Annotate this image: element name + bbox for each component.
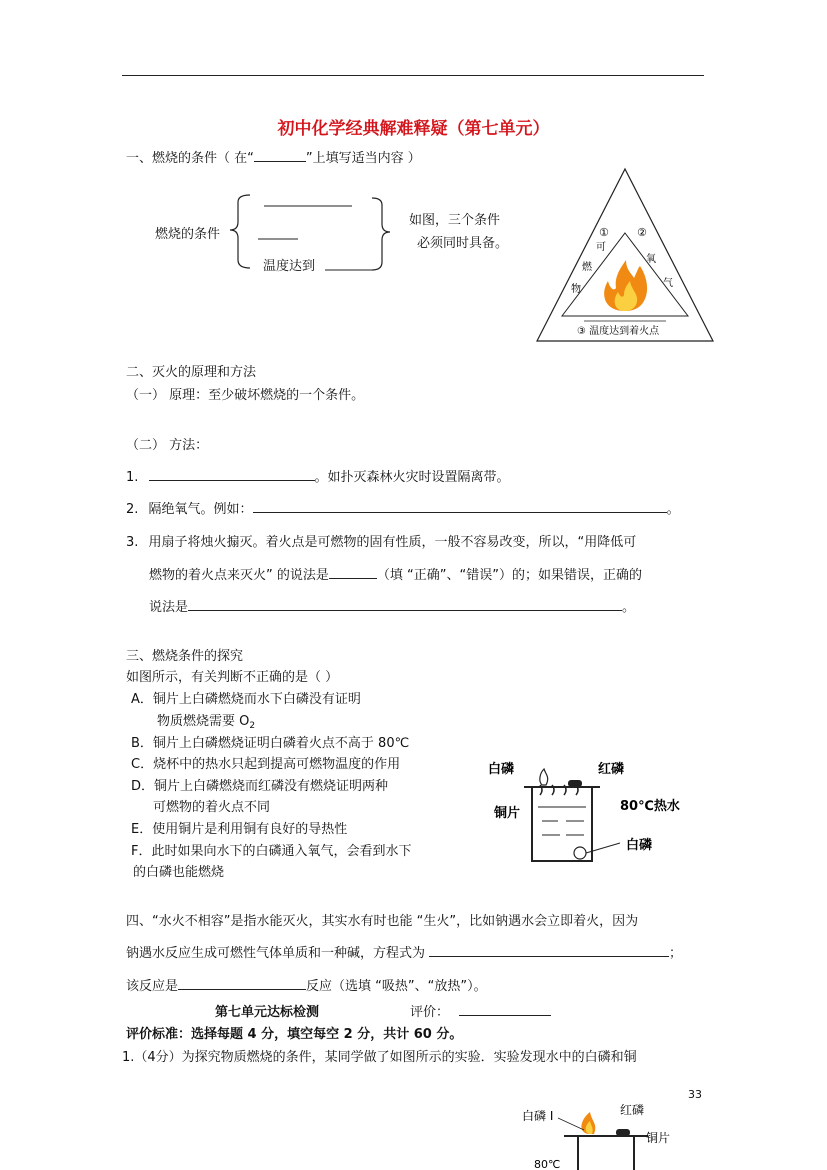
blank bbox=[188, 596, 622, 611]
method-3-line2: 燃物的着火点来灭火” 的说法是 （填 “正确”、“错误”）的；如果错误，正确的 bbox=[149, 564, 642, 583]
section1-heading: 一、燃烧的条件（ 在“ ”上填写适当内容 ） bbox=[126, 147, 421, 166]
fig2-label-red-p: 红磷 bbox=[620, 1103, 645, 1117]
page-title: 初中化学经典解难释疑（第七单元） bbox=[277, 119, 550, 139]
phosphorus-experiment-diagram bbox=[480, 757, 680, 869]
fig2-label-white-p: 白磷 I bbox=[522, 1109, 554, 1123]
label-hot-water: 80℃热水 bbox=[620, 799, 680, 814]
triangle-left-char: 可 bbox=[596, 242, 606, 253]
flame-icon bbox=[581, 1112, 595, 1134]
page-number: 33 bbox=[688, 1088, 702, 1101]
label-white-p: 白磷 bbox=[488, 762, 515, 777]
triangle-n1: ① bbox=[599, 226, 609, 239]
brace-label: 燃烧的条件 bbox=[155, 227, 221, 242]
note-line2: 必须同时具备。 bbox=[417, 236, 509, 251]
question-1: 1.（4分）为探究物质燃烧的条件，某同学做了如图所示的实验．实验发现水中的白磷和铜 bbox=[122, 1050, 637, 1065]
method-1: 1. 。如扑灭森林火灾时设置隔离带。 bbox=[126, 466, 510, 485]
method-3: 3. 用扇子将烛火搧灭。着火点是可燃物的固有性质，一般不容易改变，所以，“用降低可 bbox=[126, 535, 637, 550]
experiment-figure-2 bbox=[518, 1100, 688, 1170]
blank bbox=[429, 942, 669, 957]
triangle-right-char: 氧 bbox=[646, 254, 656, 265]
blank bbox=[253, 498, 667, 513]
question-text: 如图所示，有关判断不正确的是（ ） bbox=[126, 670, 339, 685]
section4-line3: 该反应是 反应（选填 “吸热”、“放热”）。 bbox=[126, 975, 487, 994]
triangle-right-char: 气 bbox=[663, 278, 673, 289]
fig2-label-temp: 80℃ bbox=[534, 1158, 561, 1170]
option-a-cont: 物质燃烧需要 $O_2$ bbox=[157, 714, 256, 731]
option-d: D．铜片上白磷燃烧而红磷没有燃烧证明两种 bbox=[131, 779, 389, 794]
section4-line2: 钠遇水反应生成可燃性气体单质和一种碱，方程式为 ； bbox=[126, 942, 682, 961]
method-heading: （二） 方法： bbox=[126, 438, 209, 453]
option-f: F．此时如果向水下的白磷通入氧气，会看到水下 bbox=[131, 844, 412, 859]
flame-icon bbox=[604, 260, 647, 311]
flame-icon bbox=[540, 769, 548, 785]
blank bbox=[254, 147, 306, 162]
blank bbox=[459, 1001, 551, 1016]
option-f-cont: 的白磷也能燃烧 bbox=[133, 865, 225, 880]
header-rule bbox=[122, 75, 704, 76]
option-e: E．使用铜片是利用铜有良好的导热性 bbox=[131, 822, 348, 837]
section3-heading: 三、燃烧条件的探究 bbox=[126, 649, 244, 664]
method-3-line3: 说法是 。 bbox=[149, 596, 635, 615]
triangle-n2: ② bbox=[637, 226, 647, 239]
label-white-p2: 白磷 bbox=[626, 838, 653, 853]
principle-text: （一） 原理：至少破坏燃烧的一个条件。 bbox=[126, 388, 365, 403]
option-a: A．铜片上白磷燃烧而水下白磷没有证明 bbox=[131, 692, 361, 707]
option-d-cont: 可燃物的着火点不同 bbox=[153, 800, 271, 815]
fig2-label-copper: 铜片 bbox=[646, 1131, 671, 1145]
option-c: C．烧杯中的热水只起到提高可燃物温度的作用 bbox=[131, 757, 401, 772]
triangle-left-char: 物 bbox=[571, 284, 581, 295]
fire-triangle-diagram bbox=[534, 166, 716, 344]
label-red-p: 红磷 bbox=[598, 762, 625, 777]
eval-field: 评价： bbox=[410, 1001, 551, 1020]
blank bbox=[178, 975, 306, 990]
condition3-prefix: 温度达到 bbox=[263, 259, 316, 274]
test-standard: 评价标准：选择每题 4 分，填空每空 2 分，共计 60 分。 bbox=[126, 1027, 463, 1042]
blank bbox=[329, 564, 377, 579]
section2-heading: 二、灭火的原理和方法 bbox=[126, 365, 257, 380]
triangle-left-char: 燃 bbox=[582, 262, 592, 273]
triangle-bottom-label: ③ 温度达到着火点 bbox=[577, 326, 660, 337]
blank bbox=[149, 466, 315, 481]
option-b: B．铜片上白磷燃烧证明白磷着火点不高于 80℃ bbox=[131, 736, 410, 751]
test-title: 第七单元达标检测 bbox=[215, 1005, 320, 1020]
section4-line1: 四、“水火不相容”是指水能灭火，其实水有时也能 “生火”，比如钠遇水会立即着火，因为 bbox=[126, 914, 639, 929]
label-copper: 铜片 bbox=[494, 806, 521, 821]
method-2: 2. 隔绝氧气。例如： 。 bbox=[126, 498, 680, 517]
note-line1: 如图，三个条件 bbox=[409, 213, 501, 228]
